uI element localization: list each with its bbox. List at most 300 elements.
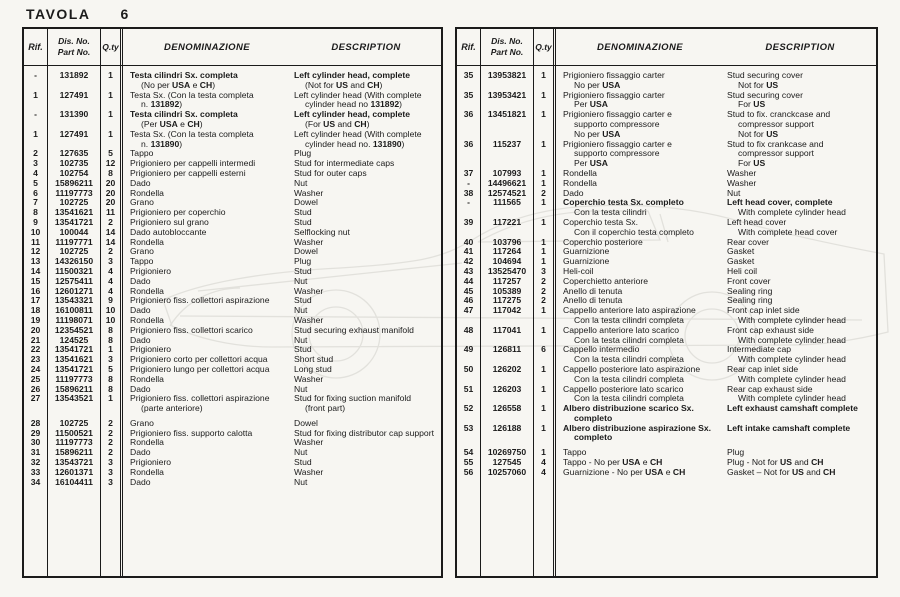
description-line: Stud securing cover [727,89,803,100]
qty-cell: 10 [101,306,123,316]
qty-cell: 1 [534,169,556,179]
col-header-part-no: Dis. No. Part No. [481,29,534,65]
part-number-cell: 10269750 [481,448,534,458]
table-body-right [457,66,876,576]
rif-cell: 18 [24,306,48,316]
denominazione-line: Rondella [130,236,164,247]
description-line: Nut [294,334,308,345]
description-line: Nut [294,447,308,458]
description-line: Washer [294,285,324,296]
part-number-cell: 13541721 [48,365,101,375]
description-line: Rear cover [727,236,770,247]
part-number-cell: 117041 [481,326,534,346]
rif-cell: 10 [24,228,48,238]
table-row [457,306,876,326]
col-header-description: DESCRIPTION [331,41,401,53]
description-cell [724,91,876,111]
description-line: Selflocking nut [294,226,350,237]
qty-cell: 8 [101,375,123,385]
rif-cell: 2 [24,149,48,159]
qty-cell: 1 [534,218,556,238]
qty-cell: 2 [534,277,556,287]
denominazione-cell [556,140,724,169]
part-number-cell: 14496621 [481,179,534,189]
description-line: Stud for fixing suction manifold [294,393,412,404]
denominazione-line: Rondella [130,373,164,384]
description-line: (front part) [305,403,346,414]
qty-cell: 1 [101,394,123,414]
denominazione-cell [556,468,724,478]
part-number-cell: 100044 [48,228,101,238]
rif-cell: 23 [24,355,48,365]
rif-cell: 19 [24,316,48,326]
denominazione-line: Rondella [130,314,164,325]
description-cell [291,287,441,297]
table-row [457,326,876,346]
part-number-cell: 13543321 [48,296,101,306]
denominazione-line: Cappello anteriore lato scarico [563,324,680,335]
qty-cell: 2 [534,189,556,199]
rif-cell: 33 [24,468,48,478]
denominazione-cell [556,198,724,218]
denominazione-line: Testa Sx. (Con la testa completa [130,128,254,139]
denominazione-line: Rondella [130,437,164,448]
denominazione-cell [123,71,291,91]
denominazione-line: Prigioniero per cappelli intermedi [130,158,256,169]
description-line: Nut [294,177,308,188]
description-line: Front cover [727,275,771,286]
description-line: With complete cylinder head [738,334,846,345]
page-title [26,6,130,22]
denominazione-line: Testa cilindri Sx. completa [130,70,238,80]
part-number-cell: 126203 [481,385,534,405]
qty-cell: 1 [534,257,556,267]
description-cell [291,487,441,576]
denominazione-line: Prigioniero fiss. collettori aspirazione [130,393,270,404]
table-row [24,71,441,91]
denominazione-line: Rondella [130,466,164,477]
description-line: Intermediate cap [727,344,792,355]
table-row [457,345,876,365]
denominazione-line: Con la testa cilindri completa [574,393,684,404]
denominazione-line: Con il coperchio testa completo [574,226,694,237]
denominazione-line: Dado [130,447,151,458]
denominazione-line: Rondella [130,285,164,296]
description-line: Washer [294,187,324,198]
denominazione-cell [556,478,724,576]
part-number-cell: 102735 [48,159,101,169]
description-line: Rear cap inlet side [727,363,799,374]
qty-cell: 4 [534,458,556,468]
parts-table-left [22,27,443,578]
rif-cell: 45 [457,287,481,297]
description-line: Dowel [294,246,318,257]
description-cell [724,478,876,576]
table-row [457,385,876,405]
denominazione-line: Per USA [574,158,608,169]
table-row [457,404,876,424]
qty-cell: 1 [534,238,556,248]
denominazione-line: supporto compressore [574,118,660,129]
qty-cell: 1 [534,424,556,444]
denominazione-line: Prigioniero fissaggio carter e [563,138,672,149]
rif-cell: 37 [457,169,481,179]
part-number-cell: 103796 [481,238,534,248]
denominazione-line: Prigioniero fiss. collettori scarico [130,324,253,335]
description-line: Gasket [727,246,755,257]
description-cell [291,448,441,458]
denominazione-line: Grano [130,246,154,257]
description-line: Stud securing exhaust manifold [294,324,414,335]
part-number-cell [481,478,534,576]
description-line: Plug [294,256,312,267]
rif-cell: 25 [24,375,48,385]
part-number-cell: 12574521 [481,189,534,199]
rif-cell [457,478,481,576]
rif-cell: 12 [24,247,48,257]
rif-cell: 56 [457,468,481,478]
qty-cell: 1 [534,198,556,218]
denominazione-cell [556,306,724,326]
description-cell [291,438,441,448]
part-number-cell: 117042 [481,306,534,326]
description-line: Washer [294,314,324,325]
denominazione-line: Grano [130,197,154,208]
description-line: Washer [294,437,324,448]
denominazione-line: Prigioniero [130,457,172,468]
description-line: Stud securing cover [727,70,803,80]
part-number-cell: 12354521 [48,326,101,336]
part-number-cell: 102754 [48,169,101,179]
rif-cell: 4 [24,169,48,179]
qty-cell: 1 [101,345,123,355]
part-number-cell: 16104411 [48,478,101,488]
denominazione-line: Heli-coil [563,265,594,276]
denominazione-line: Guarnizione [563,246,610,257]
qty-cell: 4 [101,277,123,287]
denominazione-line: Rondella [130,187,164,198]
part-number-cell: 115237 [481,140,534,169]
rif-cell: 35 [457,71,481,91]
denominazione-line: Con la testa cilindri completa [574,354,684,365]
description-line: Plug [294,148,312,159]
qty-cell: 8 [101,326,123,336]
denominazione-line: Cappello posteriore lato scarico [563,383,684,394]
col-header-denominazione: DENOMINAZIONE [164,41,250,53]
denominazione-line: Prigioniero fiss. collettori aspirazione [130,295,270,306]
part-number-cell: 126188 [481,424,534,444]
rif-cell: 55 [457,458,481,468]
part-number-cell: 11198071 [48,316,101,326]
table-row [457,71,876,91]
table-row [457,424,876,444]
part-number-cell: 117221 [481,218,534,238]
qty-cell: 5 [101,365,123,375]
rif-cell: 15 [24,277,48,287]
part-number-cell: 16100811 [48,306,101,316]
description-line: Washer [727,167,757,178]
description-line: Heli coil [727,265,758,276]
table-row [457,198,876,218]
rif-cell: 13 [24,257,48,267]
table-row [24,394,441,414]
rif-cell: 20 [24,326,48,336]
qty-cell: 1 [534,404,556,424]
part-number-cell: 131892 [48,71,101,91]
description-line: Left cylinder head (With complete [294,89,422,100]
denominazione-cell [556,71,724,91]
qty-cell: 20 [101,198,123,208]
tavola-number: 6 [120,6,130,22]
rif-cell: 44 [457,277,481,287]
part-number-cell: 15896211 [48,448,101,458]
part-number-cell: 111565 [481,198,534,218]
table-row [24,91,441,111]
rif-cell: 1 [24,130,48,150]
rif-cell: 47 [457,306,481,326]
denominazione-line: n. 131890) [141,138,183,149]
rif-cell: 24 [24,365,48,375]
description-line: Left head cover [727,216,787,227]
denominazione-cell [556,218,724,238]
denominazione-cell [556,110,724,139]
rif-cell: 40 [457,238,481,248]
description-line: Nut [294,476,308,487]
description-line: Dowel [294,197,318,208]
description-line: (For US and CH) [305,118,370,129]
rif-cell: 9 [24,218,48,228]
description-line: Sealing ring [727,295,773,306]
description-line: Front cap exhaust side [727,324,814,335]
denominazione-line: Prigioniero fissaggio carter e [563,109,672,120]
qty-cell: 8 [101,169,123,179]
qty-cell: 1 [534,179,556,189]
qty-cell: 14 [101,228,123,238]
description-cell [291,326,441,336]
table-row [457,91,876,111]
part-number-cell: 11500521 [48,429,101,439]
denominazione-line: Dado [130,383,151,394]
rif-cell: 30 [24,438,48,448]
description-line: Stud to fix. cranckcase and [727,109,831,120]
qty-cell: 1 [101,130,123,150]
part-number-cell: 13451821 [481,110,534,139]
rif-cell [24,487,48,576]
part-number-cell: 13525470 [481,267,534,277]
denominazione-line: (No per USA e CH) [141,79,216,90]
description-line: Stud [294,216,312,227]
description-cell [291,247,441,257]
description-line: Front cap inlet side [727,305,800,316]
denominazione-line: Testa cilindri Sx. completa [130,109,238,120]
qty-cell: 3 [101,355,123,365]
part-number-cell: 13541621 [48,355,101,365]
part-number-cell: 12601371 [48,468,101,478]
rif-cell: - [24,71,48,91]
description-line: Stud for intermediate caps [294,158,395,169]
table-row [457,468,876,478]
description-line: With complete cylinder head [738,373,846,384]
part-number-cell: 15896211 [48,385,101,395]
description-cell [291,130,441,150]
description-line: Left intake camshaft complete [727,422,851,433]
denominazione-line: completo [574,432,613,443]
parts-table-right [455,27,878,578]
description-cell [291,468,441,478]
rif-cell: 1 [24,91,48,111]
table-header [24,29,441,66]
rif-cell: 48 [457,326,481,346]
description-cell [724,345,876,365]
rif-cell: 11 [24,238,48,248]
denominazione-line: Anello di tenuta [563,295,623,306]
qty-cell: 20 [101,189,123,199]
part-number-cell: 13541621 [48,208,101,218]
qty-cell: 1 [534,71,556,91]
denominazione-cell [123,487,291,576]
filler-row [24,487,441,576]
rif-cell: 43 [457,267,481,277]
description-cell [724,140,876,169]
description-line: Stud for fixing distributor cap support [294,427,434,438]
denominazione-line: Coperchio testa Sx. [563,216,638,227]
description-cell [724,218,876,238]
denominazione-line: Coperchietto anteriore [563,275,649,286]
description-line: cylinder head no. 131890) [305,138,405,149]
description-line: compressor support [738,118,814,129]
part-number-cell: 15896211 [48,179,101,189]
denominazione-line: Rondella [563,167,597,178]
qty-cell: 1 [534,326,556,346]
qty-cell: 20 [101,179,123,189]
description-line: compressor support [738,148,814,159]
qty-cell: 4 [101,287,123,297]
tavola-label: TAVOLA [26,6,91,22]
qty-cell: 5 [101,149,123,159]
description-cell [291,296,441,306]
table-row [457,140,876,169]
qty-cell: 1 [534,91,556,111]
denominazione-line: Testa Sx. (Con la testa completa [130,89,254,100]
part-number-cell: 105389 [481,287,534,297]
rif-cell: 50 [457,365,481,385]
part-number-cell: 126558 [481,404,534,424]
table-row [24,110,441,130]
rif-cell: 14 [24,267,48,277]
col-header-denominazione: DENOMINAZIONE [597,41,683,53]
qty-cell: 2 [534,287,556,297]
rif-cell: 7 [24,198,48,208]
table-row [24,130,441,150]
denominazione-line: Con la testa cilindri completa [574,373,684,384]
description-line: Nut [294,383,308,394]
col-header-part-no: Dis. No. Part No. [48,29,101,65]
part-number-cell: 11197771 [48,238,101,248]
denominazione-line: Con la testa cilindri completa [574,334,684,345]
rif-cell: - [457,179,481,189]
qty-cell: 4 [534,468,556,478]
part-number-cell: 117257 [481,277,534,287]
denominazione-cell [123,478,291,488]
denominazione-line: Dado [563,187,584,198]
denominazione-line: Prigioniero fissaggio carter [563,89,665,100]
rif-cell: 35 [457,91,481,111]
part-number-cell: 13541721 [48,345,101,355]
rif-cell: 54 [457,448,481,458]
part-number-cell [48,487,101,576]
table-row [457,365,876,385]
description-line: For US [738,99,766,110]
qty-cell: 2 [101,419,123,429]
qty-cell: 8 [101,336,123,346]
description-line: With complete cylinder head [738,393,846,404]
denominazione-line: Dado [130,476,151,487]
description-line: (Not for US and CH) [305,79,383,90]
rif-cell: 8 [24,208,48,218]
part-number-cell: 13543521 [48,394,101,414]
part-number-cell: 102725 [48,419,101,429]
denominazione-line: Prigioniero per coperchio [130,207,226,218]
denominazione-line: Tappo [130,256,154,267]
description-cell [724,179,876,189]
part-number-cell: 126202 [481,365,534,385]
description-cell [291,71,441,91]
description-cell [724,404,876,424]
description-cell [724,326,876,346]
denominazione-line: Dado [130,334,151,345]
filler-row [457,478,876,576]
denominazione-cell [556,365,724,385]
denominazione-line: Coperchio posteriore [563,236,643,247]
qty-cell: 2 [534,296,556,306]
denominazione-line: Dado [130,305,151,316]
denominazione-line: Dado autobloccante [130,226,207,237]
description-line: For US [738,158,766,169]
rif-cell: 36 [457,140,481,169]
denominazione-line: Guarnizione [563,256,610,267]
qty-cell: 10 [101,316,123,326]
qty-cell: 4 [101,267,123,277]
part-number-cell: 117264 [481,247,534,257]
qty-cell: 3 [101,468,123,478]
denominazione-line: Rondella [563,177,597,188]
denominazione-line: Cappello intermedio [563,344,640,355]
denominazione-line: No per USA [574,128,621,139]
rif-cell: 31 [24,448,48,458]
description-line: Washer [294,466,324,477]
denominazione-cell [123,130,291,150]
description-cell [724,198,876,218]
qty-cell: 6 [534,345,556,365]
description-cell [724,71,876,91]
description-cell [291,91,441,111]
description-line: Short stud [294,354,334,365]
table-header [457,29,876,66]
denominazione-line: Grano [130,417,154,428]
table-row [457,110,876,139]
denominazione-line: Dado [130,177,151,188]
part-number-cell: 13953821 [481,71,534,91]
qty-cell: 2 [101,218,123,228]
qty-cell: 1 [101,91,123,111]
denominazione-line: (Per USA e CH) [141,118,203,129]
description-cell [291,336,441,346]
qty-cell: 2 [101,448,123,458]
qty-cell: 3 [101,257,123,267]
rif-cell: 28 [24,419,48,429]
qty-cell: 1 [101,71,123,91]
denominazione-line: Prigioniero corto per collettori acqua [130,354,268,365]
